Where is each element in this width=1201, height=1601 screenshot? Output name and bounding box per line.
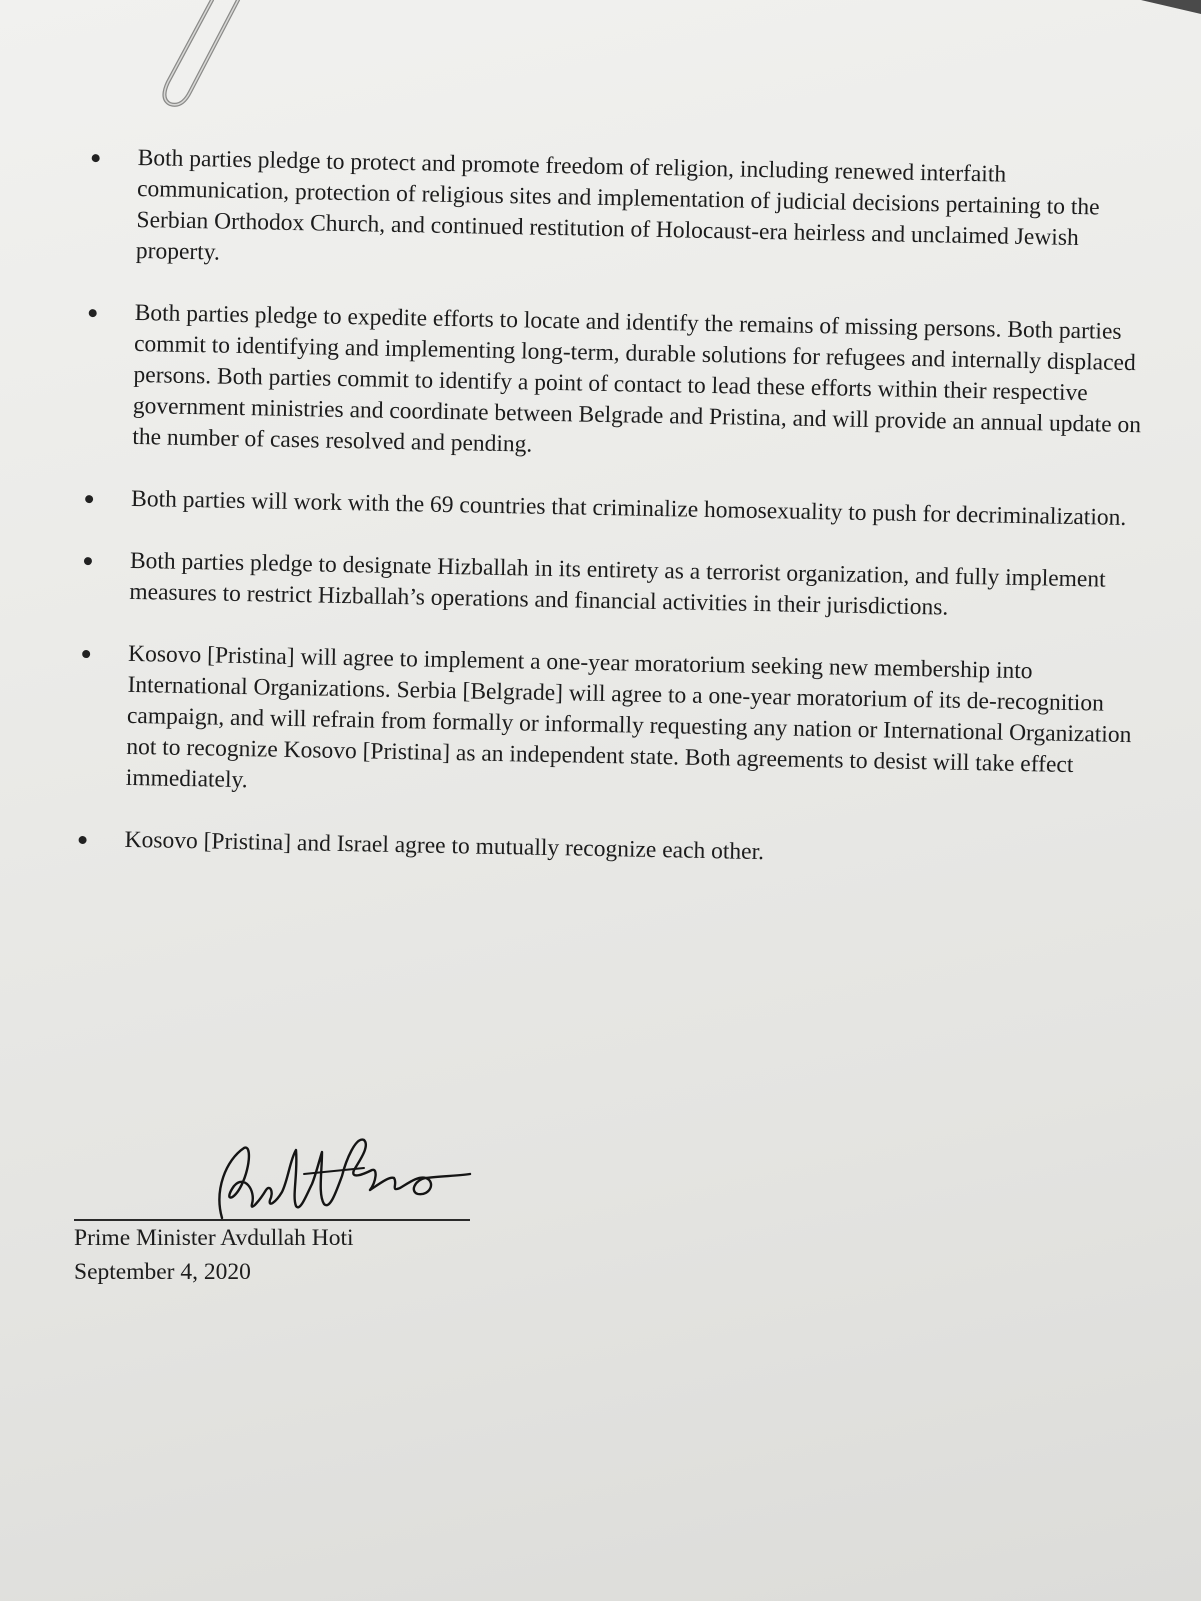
- commitment-text: Both parties pledge to protect and promote freedom of religion, including renewed interfaith communication, protection of religious sites and implementation of judicial decisions pertaining to the Serbian Orthodox Church, and continued restitution of Holocaust-era heirless and unclaimed Jewish property.: [135, 144, 1100, 266]
- agreement-body: [74, 142, 1158, 906]
- commitment-text: Both parties pledge to expedite efforts to locate and identify the remains of missing persons. Both parties commit to identifying and implementing long-term, durable solutions for refugees and internally displaced persons. Both parties commit to identify a point of contact to lead these efforts within their respective government ministries and coordinate between Belgrade and Pristina, and will provide an annual update on the number of cases resolved and pending.: [132, 299, 1142, 458]
- paperclip-icon: [160, 0, 260, 120]
- bullet-icon: [85, 495, 93, 503]
- handwritten-signature: [204, 1130, 484, 1226]
- commitment-list: [74, 142, 1157, 875]
- bullet-icon: [84, 557, 92, 565]
- bullet-icon: [82, 650, 90, 658]
- bullet-icon: [92, 154, 100, 162]
- commitment-text: Both parties will work with the 69 countries that criminalize homosexuality to push for decriminalization.: [130, 485, 1127, 531]
- bullet-icon: [89, 309, 97, 317]
- commitment-text: Kosovo [Pristina] and Israel agree to mutually recognize each other.: [124, 826, 765, 866]
- signature-line: [74, 1219, 470, 1221]
- list-item: [81, 483, 1151, 535]
- commitment-text: Both parties pledge to designate Hizballah in its entirety as a terrorist organization, and fully implement measures to restrict Hizballah’s operations and financial activities in their jurisdictions.: [129, 547, 1106, 621]
- bullet-icon: [79, 836, 87, 844]
- commitment-text: Kosovo [Pristina] will agree to implement a one-year moratorium seeking new membership into International Organizations. Serbia [Belgrade] will agree to a one-year moratorium of its de-recognition campaign, and will refrain from formally or informally requesting any nation or International Organization not to recognize Kosovo [Pristina] as an independent state. Both agreements to desist will take effect immediately.: [125, 640, 1132, 794]
- list-item: [74, 824, 1144, 876]
- list-item: [86, 142, 1158, 287]
- table-background: [1141, 0, 1201, 14]
- signature-date: September 4, 2020: [74, 1259, 251, 1285]
- list-item: [76, 638, 1149, 814]
- list-item: [79, 545, 1150, 628]
- signatory-name: Prime Minister Avdullah Hoti: [74, 1225, 354, 1251]
- list-item: [82, 297, 1155, 473]
